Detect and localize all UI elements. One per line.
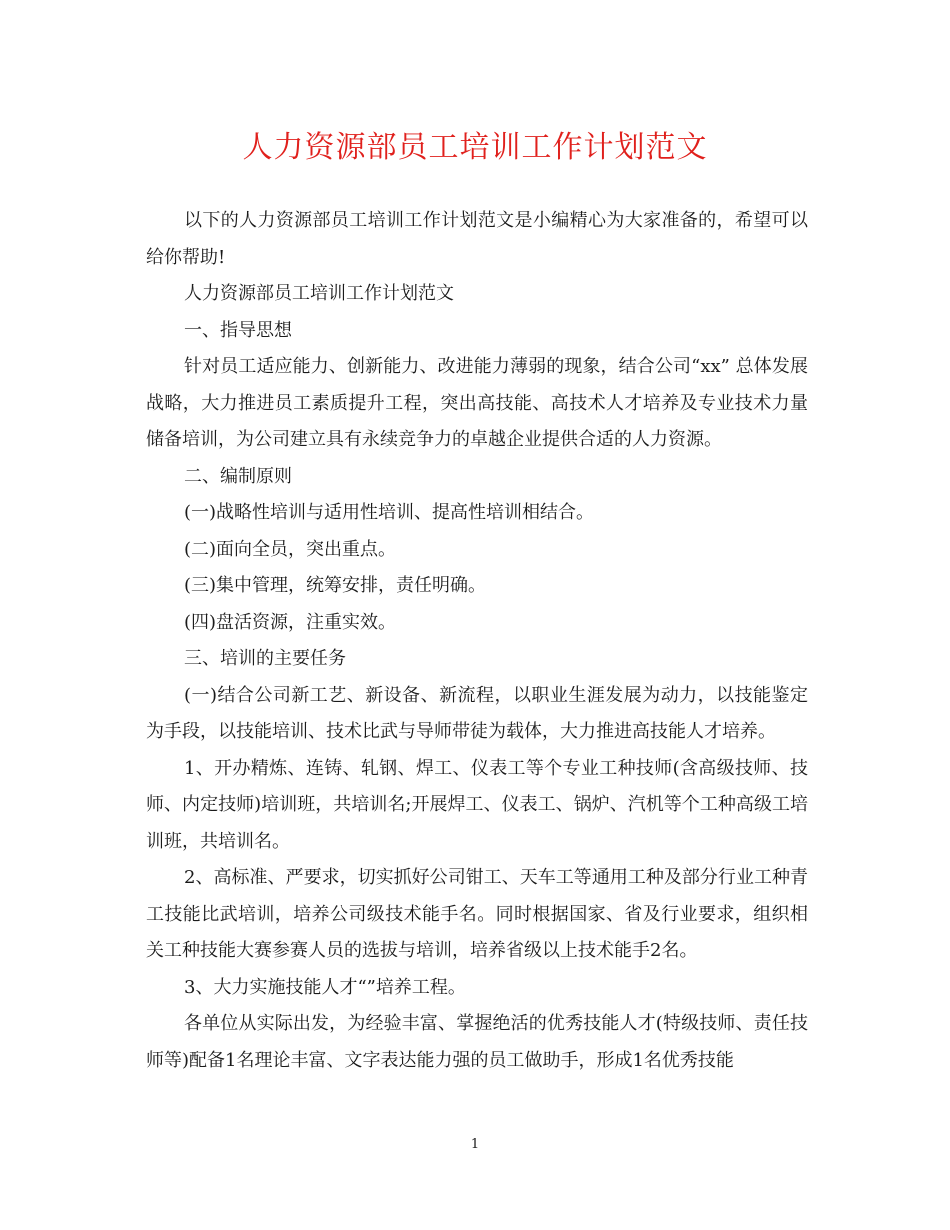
task-item-1: 1、开办精炼、连铸、轧钢、焊工、仪表工等个专业工种技师(含高级技师、技师、内定技师)培训班，共培训名;开展焊工、仪表工、锅炉、汽机等个工种高级工培训班，共培训名。 [146,757,808,852]
document-title: 人力资源部员工培训工作计划范文 [242,130,708,165]
principle-item-3: (三)集中管理，统筹安排，责任明确。 [184,575,487,596]
task-item-2: 2、高标准、严要求，切实抓好公司钳工、天车工等通用工种及部分行业工种青工技能比武培训，培养公司级技术能手名。同时根据国家、省及行业要求，组织相关工种技能大赛参赛人员的选拔与培训，培养省级以上技术能手2名。 [146,867,808,961]
task-item-3: 3、大力实施技能人才“”培养工程。 [184,976,466,998]
document-body [146,203,808,1079]
guiding-ideology-paragraph: 针对员工适应能力、创新能力、改进能力薄弱的现象，结合公司“xx” 总体发展战略，大力推进员工素质提升工程，突出高技能、高技术人才培养及专业技术力量储备培训，为公司建立具有永续竞争力的卓越企业提供合适的人力资源。 [146,356,808,450]
task-paragraph-1: (一)结合公司新工艺、新设备、新流程，以职业生涯发展为动力，以技能鉴定为手段，以技能培训、技术比武与导师带徒为载体，大力推进高技能人才培养。 [146,684,808,742]
principle-item-1: (一)战略性培训与适用性培训、提高性培训相结合。 [184,502,595,523]
principle-item-4: (四)盘活资源，注重实效。 [184,611,397,633]
subtitle-paragraph: 人力资源部员工培训工作计划范文 [184,283,454,304]
page-number: 1 [470,1137,480,1152]
intro-paragraph: 以下的人力资源部员工培训工作计划范文是小编精心为大家准备的，希望可以给你帮助! [146,210,808,268]
principle-item-2: (二)面向全员，突出重点。 [184,538,397,560]
section-heading-principles: 二、编制原则 [184,465,292,487]
section-heading-guiding-ideology: 一、指导思想 [184,319,292,341]
section-heading-main-tasks: 三、培训的主要任务 [184,648,346,669]
task-detail-paragraph: 各单位从实际出发，为经验丰富、掌握绝活的优秀技能人才(特级技师、责任技师等)配备1名理论丰富、文字表达能力强的员工做助手，形成1名优秀技能 [146,1013,808,1071]
